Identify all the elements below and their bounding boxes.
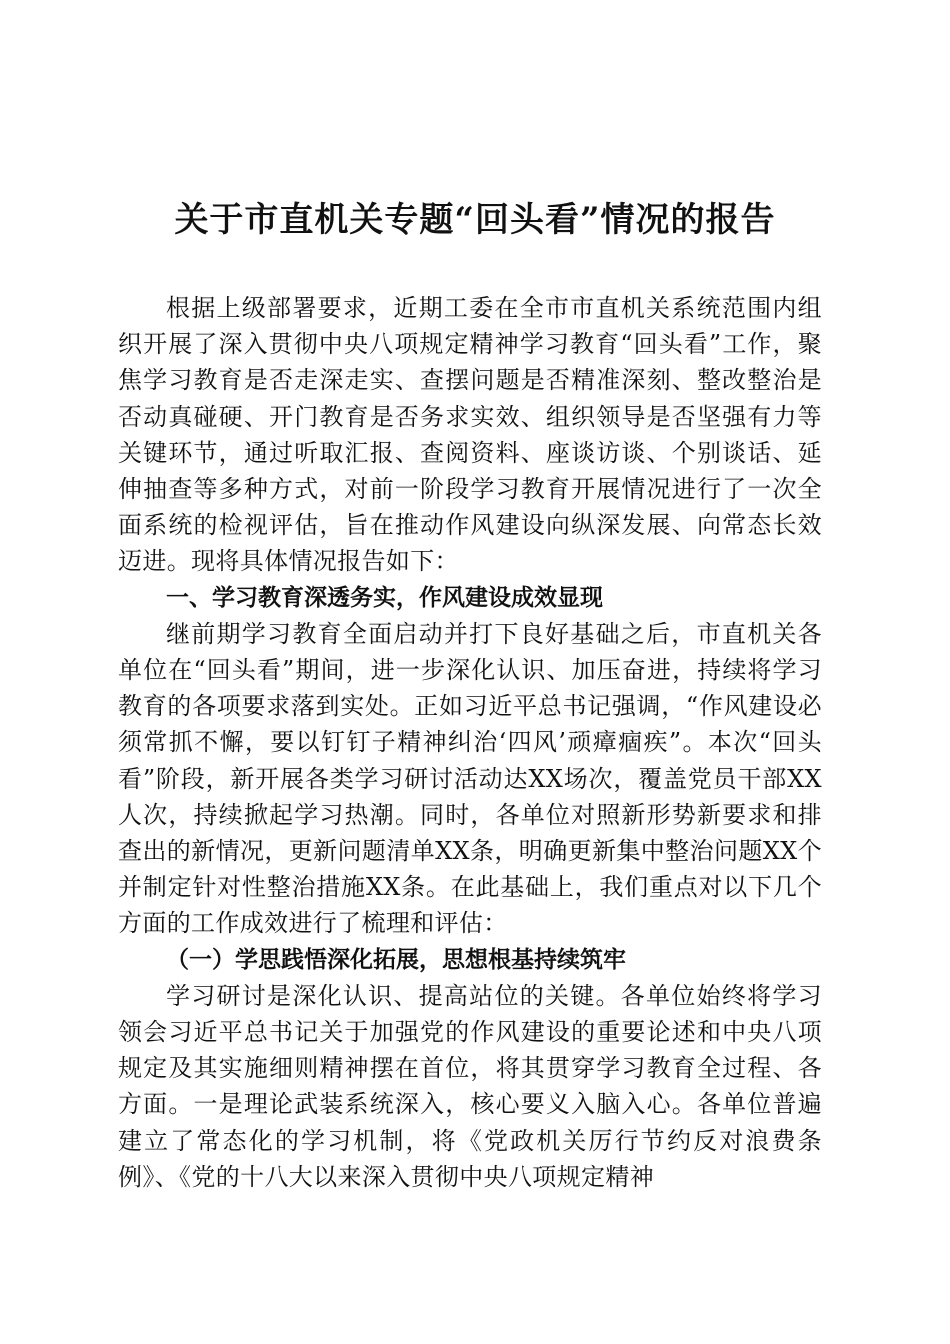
section-1-heading: 一、学习教育深透务实，作风建设成效显现 — [166, 584, 603, 611]
section-1-paragraph: 继前期学习教育全面启动并打下良好基础之后，市直机关各单位在“回头看”期间，进一步深化认识、加压奋进，持续将学习教育的各项要求落到实处。正如习近平总书记强调，“作风建设必须常抓不懈，要以钉钉子精神纠治‘四风’顽瘴痼疾”。本次“回头看”阶段，新开展各类学习研讨活动达XX场次，覆盖党员干部XX人次，持续掀起学习热潮。同时，各单位对照新形势新要求和排查出的新情况，更新问题清单XX条，明确更新集中整治问题XX个并制定针对性整治措施XX条。在此基础上，我们重点对以下几个方面的工作成效进行了梳理和评估： — [118, 619, 822, 938]
document-title: 关于市直机关专题“回头看”情况的报告 — [174, 200, 776, 240]
subsection-1-paragraph: 学习研讨是深化认识、提高站位的关键。各单位始终将学习领会习近平总书记关于加强党的作风建设的重要论述和中央八项规定及其实施细则精神摆在首位，将其贯穿学习教育全过程、各方面。一是理论武装系统深入，核心要义入脑入心。各单位普遍建立了常态化的学习机制，将《党政机关厉行节约反对浪费条例》、《党的十八大以来深入贯彻中央八项规定精神 — [118, 981, 822, 1191]
document-body — [118, 290, 822, 1195]
intro-paragraph: 根据上级部署要求，近期工委在全市市直机关系统范围内组织开展了深入贯彻中央八项规定精神学习教育“回头看”工作，聚焦学习教育是否走深走实、查摆问题是否精准深刻、整改整治是否动真碰硬、开门教育是否务求实效、组织领导是否坚强有力等关键环节，通过听取汇报、查阅资料、座谈访谈、个别谈话、延伸抽查等多种方式，对前一阶段学习教育开展情况进行了一次全面系统的检视评估，旨在推动作风建设向纵深发展、向常态长效迈进。现将具体情况报告如下： — [118, 294, 822, 576]
subsection-1-heading: （一）学思践悟深化拓展，思想根基持续筑牢 — [166, 945, 626, 973]
